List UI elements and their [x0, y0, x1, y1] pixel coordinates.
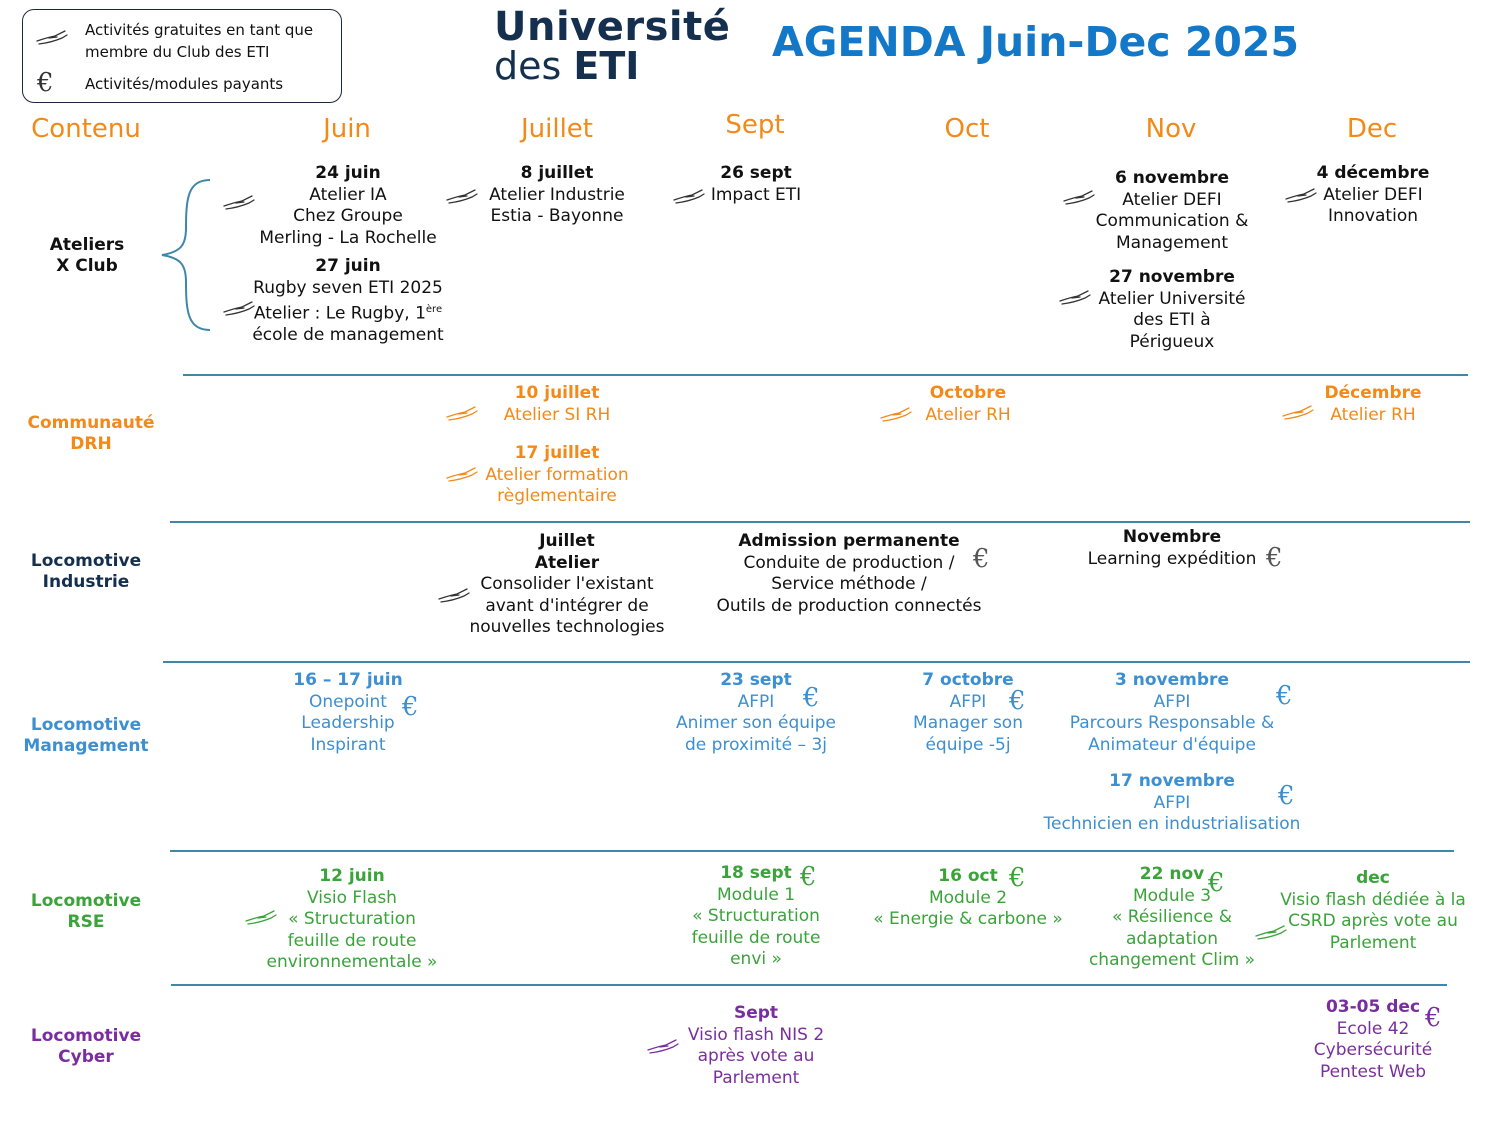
hand-icon — [222, 299, 256, 317]
hand-icon — [437, 586, 471, 604]
hand-icon — [445, 465, 479, 483]
event-27-novembre: 27 novembre Atelier Université des ETI à Périgueux — [1098, 267, 1246, 352]
euro-icon: € — [1009, 686, 1026, 716]
event-16-oct: 16 oct Module 2 « Energie & carbone » — [873, 866, 1063, 929]
event-admission-permanente: Admission permanente Conduite de production / Service méthode / Outils de production connectés — [716, 531, 982, 616]
event-octobre-rh: Octobre Atelier RH — [925, 383, 1011, 425]
col-juin: Juin — [323, 114, 371, 144]
event-12-juin: 12 juin Visio Flash « Structuration feuille de route environnementale » — [266, 866, 438, 972]
legend-paid: Activités/modules payants — [85, 75, 284, 93]
event-17-novembre: 17 novembre AFPI Technicien en industrialisation — [1043, 771, 1301, 834]
col-dec: Dec — [1346, 114, 1398, 144]
euro-icon: € — [1276, 681, 1293, 711]
event-17-juillet: 17 juillet Atelier formation règlementaire — [485, 443, 629, 506]
page-title: AGENDA Juin-Dec 2025 — [772, 18, 1299, 66]
euro-icon: € — [803, 683, 820, 713]
event-18-sept: 18 sept Module 1 « Structuration feuille de route envi » — [691, 863, 821, 969]
hand-icon — [879, 405, 913, 423]
row-rse: Locomotive RSE — [30, 891, 142, 932]
row-industrie: Locomotive Industrie — [30, 551, 142, 592]
divider-4 — [170, 850, 1454, 852]
event-7-octobre: 7 octobre AFPI Manager son équipe -5j — [913, 670, 1023, 755]
divider-1 — [183, 374, 1468, 376]
row-drh: Communauté DRH — [27, 413, 155, 454]
event-24-juin: 24 juin Atelier IA Chez Groupe Merling - La Rochelle — [259, 163, 437, 248]
col-contenu: Contenu — [31, 114, 141, 144]
event-juillet-atelier: Juillet Atelier Consolider l'existant avant d'intégrer de nouvelles technologies — [469, 531, 665, 637]
divider-3 — [163, 661, 1470, 663]
euro-icon: € — [1278, 781, 1295, 811]
euro-icon: € — [1425, 1003, 1442, 1033]
hand-icon — [445, 187, 479, 205]
event-sept-nis2: Sept Visio flash NIS 2 après vote au Parlement — [687, 1003, 825, 1088]
col-sept: Sept — [725, 110, 785, 140]
event-26-sept: 26 sept Impact ETI — [710, 163, 802, 205]
hand-icon — [1281, 403, 1315, 421]
legend-free-line1: Activités gratuites en tant que — [85, 21, 314, 39]
row-ateliers: Ateliers X Club — [49, 235, 125, 276]
euro-icon: € — [1208, 868, 1225, 898]
bracket — [158, 178, 214, 332]
event-dec-visio: dec Visio flash dédiée à la CSRD après vote au Parlement — [1280, 868, 1466, 953]
event-22-nov: 22 nov Module 3 « Résilience & adaptation changement Clim » — [1088, 864, 1256, 970]
event-decembre-rh: Décembre Atelier RH — [1324, 383, 1422, 425]
col-oct: Oct — [944, 114, 990, 144]
divider-2 — [170, 521, 1470, 523]
euro-icon: € — [402, 692, 419, 722]
event-23-sept: 23 sept AFPI Animer son équipe de proximité – 3j — [676, 670, 836, 755]
hand-icon — [1062, 188, 1096, 206]
legend-free-line2: membre du Club des ETI — [85, 43, 270, 61]
hand-icon — [646, 1037, 680, 1055]
event-novembre-learning: Novembre Learning expédition — [1087, 527, 1257, 569]
logo-eti: ETI — [573, 44, 640, 88]
col-nov: Nov — [1145, 114, 1197, 144]
event-8-juillet: 8 juillet Atelier Industrie Estia - Bayonne — [489, 163, 625, 226]
logo-des: des — [494, 44, 562, 88]
hand-icon — [445, 404, 479, 422]
event-27-juin: 27 juin Rugby seven ETI 2025 Atelier : Le Rugby, 1ère école de management — [252, 256, 444, 346]
event-03-05-dec: 03-05 dec Ecole 42 Cybersécurité Pentest Web — [1313, 997, 1433, 1082]
logo-line1: Université — [494, 4, 731, 50]
event-4-decembre: 4 décembre Atelier DEFI Innovation — [1316, 163, 1430, 226]
logo-line2 — [494, 44, 639, 88]
euro-icon: € — [1266, 543, 1283, 573]
col-juillet: Juillet — [520, 114, 593, 144]
euro-icon: € — [973, 544, 990, 574]
hand-icon — [672, 187, 706, 205]
hand-icon — [35, 28, 69, 46]
legend-box — [22, 9, 342, 103]
event-16-17-juin: 16 – 17 juin Onepoint Leadership Inspirant — [293, 670, 403, 755]
hand-icon — [1058, 288, 1092, 306]
event-3-novembre: 3 novembre AFPI Parcours Responsable & Animateur d'équipe — [1069, 670, 1275, 755]
euro-icon: € — [37, 68, 54, 98]
euro-icon: € — [800, 862, 817, 892]
hand-icon — [1284, 186, 1318, 204]
row-management: Locomotive Management — [23, 715, 149, 756]
divider-5 — [171, 984, 1447, 986]
euro-icon: € — [1009, 863, 1026, 893]
event-10-juillet: 10 juillet Atelier SI RH — [503, 383, 611, 425]
row-cyber: Locomotive Cyber — [30, 1026, 142, 1067]
hand-icon — [222, 193, 256, 211]
event-6-novembre: 6 novembre Atelier DEFI Communication & Management — [1095, 168, 1249, 253]
